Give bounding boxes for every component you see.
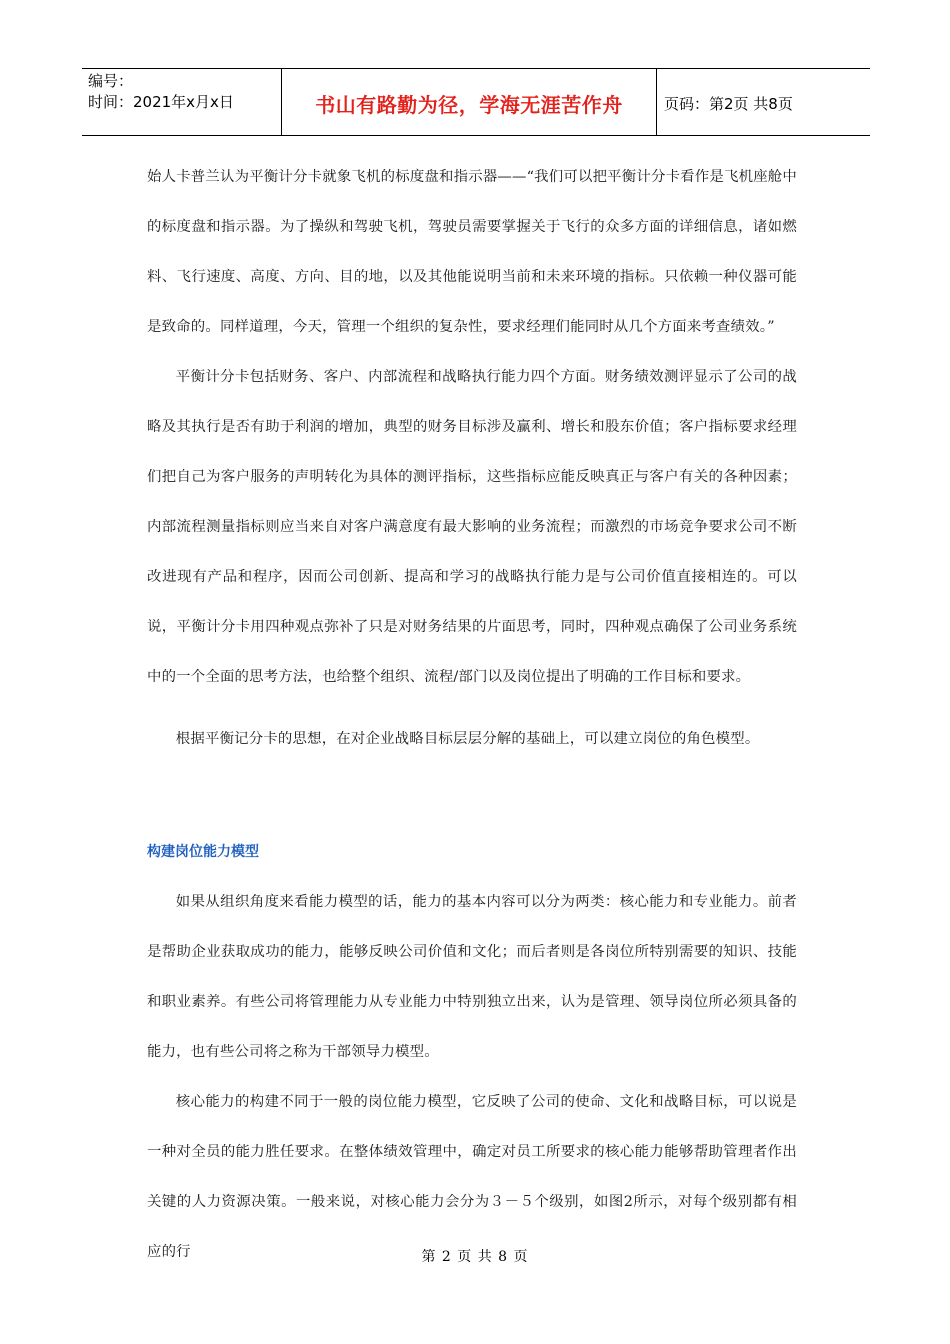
paragraph-bsc-dimensions: 平衡计分卡包括财务、客户、内部流程和战略执行能力四个方面。财务绩效测评显示了公司的战略及其执行是否有助于利润的增加，典型的财务目标涉及赢利、增长和股东价值；客户指标要求经理们把自己为客户服务的声明转化为具体的测评指标，这些指标应能反映真正与客户有关的各种因素；内部流程测量指标则应当来自对客户满意度有最大影响的业务流程；而激烈的市场竞争要求公司不断改进现有产品和程序，因而公司创新、提高和学习的战略执行能力是与公司价值直接相连的。可以说，平衡计分卡用四种观点弥补了只是对财务结果的片面思考，同时，四种观点确保了公司业务系统中的一个全面的思考方法，也给整个组织、流程/部门以及岗位提出了明确的工作目标和要求。 <box>147 369 797 685</box>
document-number-label: 编号： <box>88 72 134 90</box>
header-meta <box>88 71 234 113</box>
section-title: 构建岗位能力模型 <box>147 844 259 860</box>
header-page-info: 页码：第2页 共8页 <box>664 95 793 113</box>
header-motto: 书山有路勤为径，学海无涯苦作舟 <box>315 93 623 117</box>
header-divider <box>656 69 657 135</box>
paragraph-kaplan-quote: 始人卡普兰认为平衡计分卡就象飞机的标度盘和指示器——“我们可以把平衡计分卡看作是飞机座舱中的标度盘和指示器。为了操纵和驾驶飞机，驾驶员需要掌握关于飞行的众多方面的详细信息，诸如燃料、飞行速度、高度、方向、目的地，以及其他能说明当前和未来环境的指标。只依赖一种仪器可能是致命的。同样道理，今天，管理一个组织的复杂性，要求经理们能同时从几个方面来考查绩效。” <box>147 169 797 335</box>
document-time-label: 时间：2021年x月x日 <box>88 93 234 111</box>
paragraph-core-ability: 核心能力的构建不同于一般的岗位能力模型，它反映了公司的使命、文化和战略目标，可以说是一种对全员的能力胜任要求。在整体绩效管理中，确定对员工所要求的核心能力能够帮助管理者作出关键的人力资源决策。一般来说，对核心能力会分为３－５个级别，如图2所示，对每个级别都有相应的行 <box>147 1094 797 1260</box>
document-body <box>147 152 797 1277</box>
paragraph-ability-types: 如果从组织角度来看能力模型的话，能力的基本内容可以分为两类：核心能力和专业能力。前者是帮助企业获取成功的能力，能够反映公司价值和文化；而后者则是各岗位所特别需要的知识、技能和职业素养。有些公司将管理能力从专业能力中特别独立出来，认为是管理、领导岗位所必须具备的能力，也有些公司将之称为干部领导力模型。 <box>147 894 797 1060</box>
page-header <box>82 68 870 136</box>
paragraph-role-model: 根据平衡记分卡的思想，在对企业战略目标层层分解的基础上，可以建立岗位的角色模型。 <box>175 731 760 747</box>
page-footer: 第 2 页 共 8 页 <box>421 1249 529 1265</box>
